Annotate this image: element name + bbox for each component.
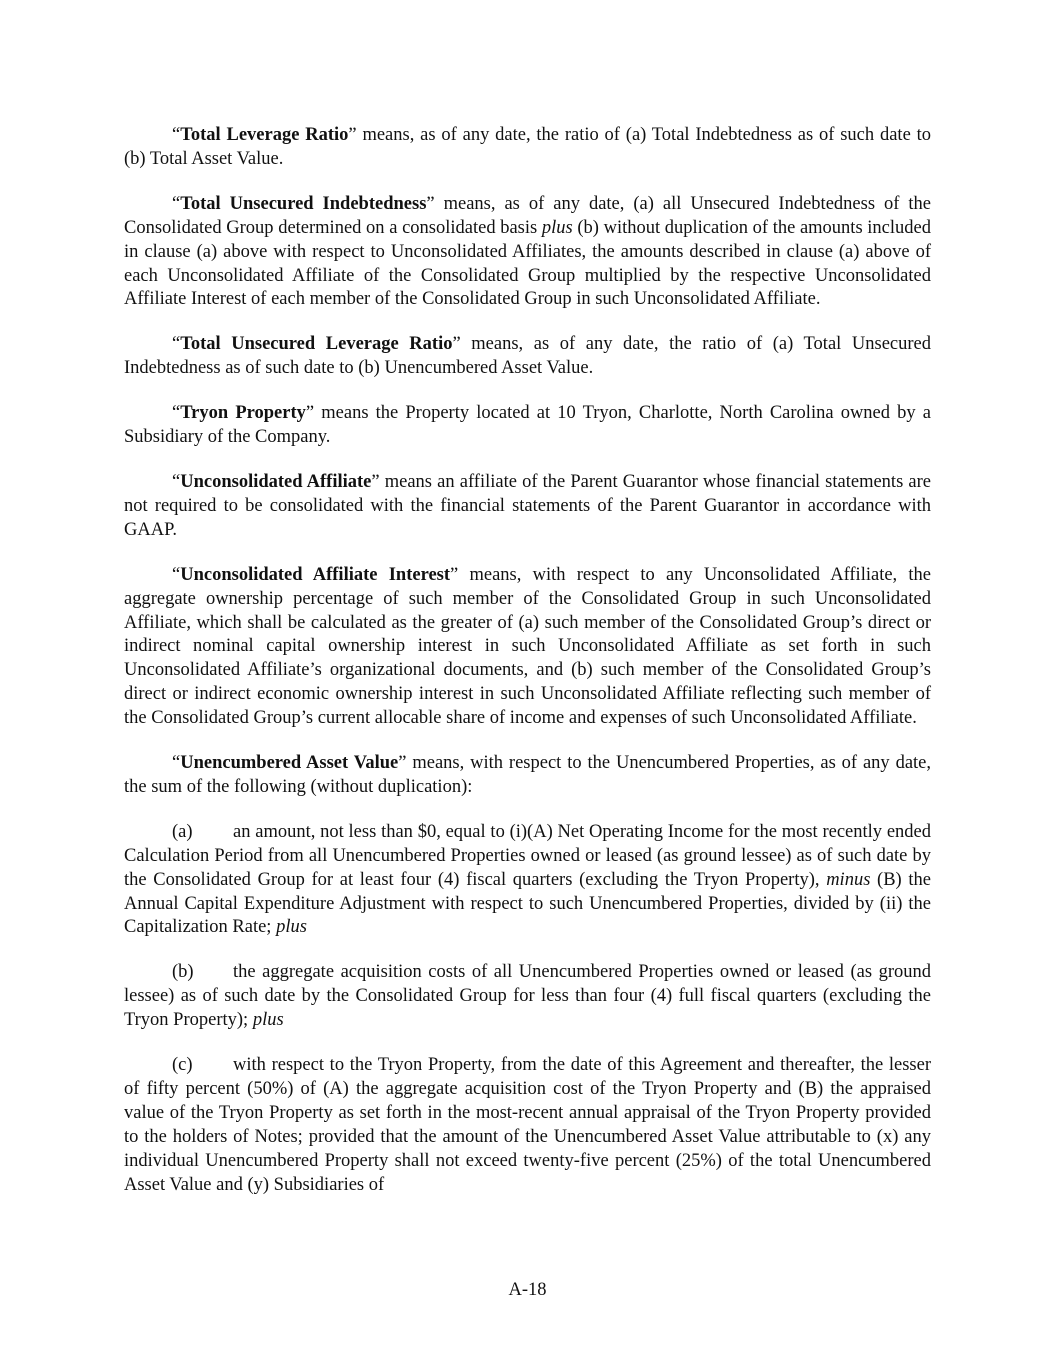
definition-total-leverage-ratio [124,124,931,172]
definition-text: means an affiliate of the Parent Guarantor whose financial statements are not required to be consolidated with the financial statements of the Parent Guarantor in accordance with GAAP. [124,471,931,540]
defined-term: Unconsolidated Affiliate Interest [180,564,451,585]
definition-text: means, with respect to any Unconsolidated Affiliate, the aggregate ownership percentage of such member of the Consolidated Group in such Unconsolidated Affiliate, which shall be calculated as the greater of (a) such member of the Consolidated Group’s direct or indirect nominal capital ownership interest in such Unconsolidated Affiliate as set forth in such Unconsolidated Affiliate’s organizational documents, and (b) such member of the Consolidated Group’s direct or indirect economic ownership interest in such Unconsolidated Affiliate reflecting such member of the Consolidated Group’s current allocable share of income and expenses of such Unconsolidated Affiliate. [124,564,931,729]
definition-text: means, as of any date, the ratio of (a) Total Indebtedness as of such date to (b) Total Asset Value. [124,125,931,169]
definition-unencumbered-asset-value [124,752,931,800]
definition-text: means, with respect to the Unencumbered Properties, as of any date, the sum of the following (without duplication): [124,753,932,797]
clause-b [124,961,931,1033]
defined-term: Unconsolidated Affiliate [180,471,372,492]
document-page [124,124,931,1219]
definition-text: means the Property located at 10 Tryon, Charlotte, North Carolina owned by a Subsidiary of the Company. [124,403,932,448]
close-quote: ” [398,753,407,774]
definition-total-unsecured-indebtedness [124,193,931,313]
italic-minus: minus [826,869,871,890]
definition-unconsolidated-affiliate [124,471,931,543]
clause-label: (a) [172,821,193,842]
definition-unconsolidated-affiliate-interest [124,564,931,731]
open-quote: “ [172,125,181,145]
clause-a [124,821,931,941]
clause-text: with respect to the Tryon Property, from the date of this Agreement and thereafter, the lesser of fifty percent (50%) of (A) the aggregate acquisition cost of the Tryon Property and (B) the appraised value of the Tryon Property as set forth in the most-recent annual appraisal of the Tryon Property provided to the holders of Notes; provided that the amount of the Unencumbered Asset Value attributable to (x) any individual Unencumbered Property shall not exceed twenty-five percent (25%) of the total Unencumbered Asset Value and (y) Subsidiaries of [124,1055,931,1195]
open-quote: “ [172,471,181,492]
close-quote: ” [371,471,380,492]
definition-text: means, as of any date, the ratio of (a) Total Unsecured Indebtedness as of such date to (b) Unencumbered Asset Value. [124,334,931,379]
open-quote: “ [172,564,181,585]
clause-text: the aggregate acquisition costs of all Unencumbered Properties owned or leased (as ground lessee) as of such date by the Consolidated Group for less than four (4) full fiscal quarters (excluding the Tryon Property); [124,962,931,1031]
definition-text: means, as of any date, (a) all Unsecured Indebtedness of the Consolidated Group determined on a consolidated basis [124,193,931,238]
open-quote: “ [172,334,181,355]
definition-tryon-property [124,402,931,450]
open-quote: “ [172,753,181,774]
clause-c [124,1054,931,1197]
close-quote: ” [452,334,461,355]
open-quote: “ [172,403,181,424]
defined-term: Total Unsecured Indebtedness [180,193,427,214]
clause-text: (B) the Annual Capital Expenditure Adjustment with respect to such Unencumbered Properties, divided by (ii) the Capitalization Rate; [124,869,931,938]
close-quote: ” [348,125,357,145]
close-quote: ” [450,564,459,585]
italic-plus: plus [252,1010,284,1031]
definition-text: (b) without duplication of the amounts included in clause (a) above with respect to Unconsolidated Affiliates, the amounts described in clause (a) above of each Unconsolidated Affiliate of the Consolidated Group multiplied by the respective Unconsolidated Affiliate Interest of each member of the Consolidated Group in such Unconsolidated Affiliate. [124,217,931,310]
defined-term: Total Unsecured Leverage Ratio [180,334,453,355]
close-quote: ” [426,193,435,214]
italic-plus: plus [541,217,573,238]
close-quote: ” [305,403,315,424]
open-quote: “ [172,193,181,214]
defined-term: Tryon Property [180,403,306,424]
definition-total-unsecured-leverage-ratio [124,333,931,381]
defined-term: Total Leverage Ratio [180,125,349,145]
clause-text: an amount, not less than $0, equal to (i)(A) Net Operating Income for the most recently ended Calculation Period from all Unencumbered Properties owned or leased (as ground lessee) as of such date by the Consolidated Group for at least four (4) fiscal quarters (excluding the Tryon Property), [124,821,931,890]
clause-label: (c) [172,1055,193,1076]
defined-term: Unencumbered Asset Value [180,753,399,774]
italic-plus: plus [276,917,307,938]
page-number: A-18 [508,1280,547,1300]
clause-label: (b) [172,962,194,983]
